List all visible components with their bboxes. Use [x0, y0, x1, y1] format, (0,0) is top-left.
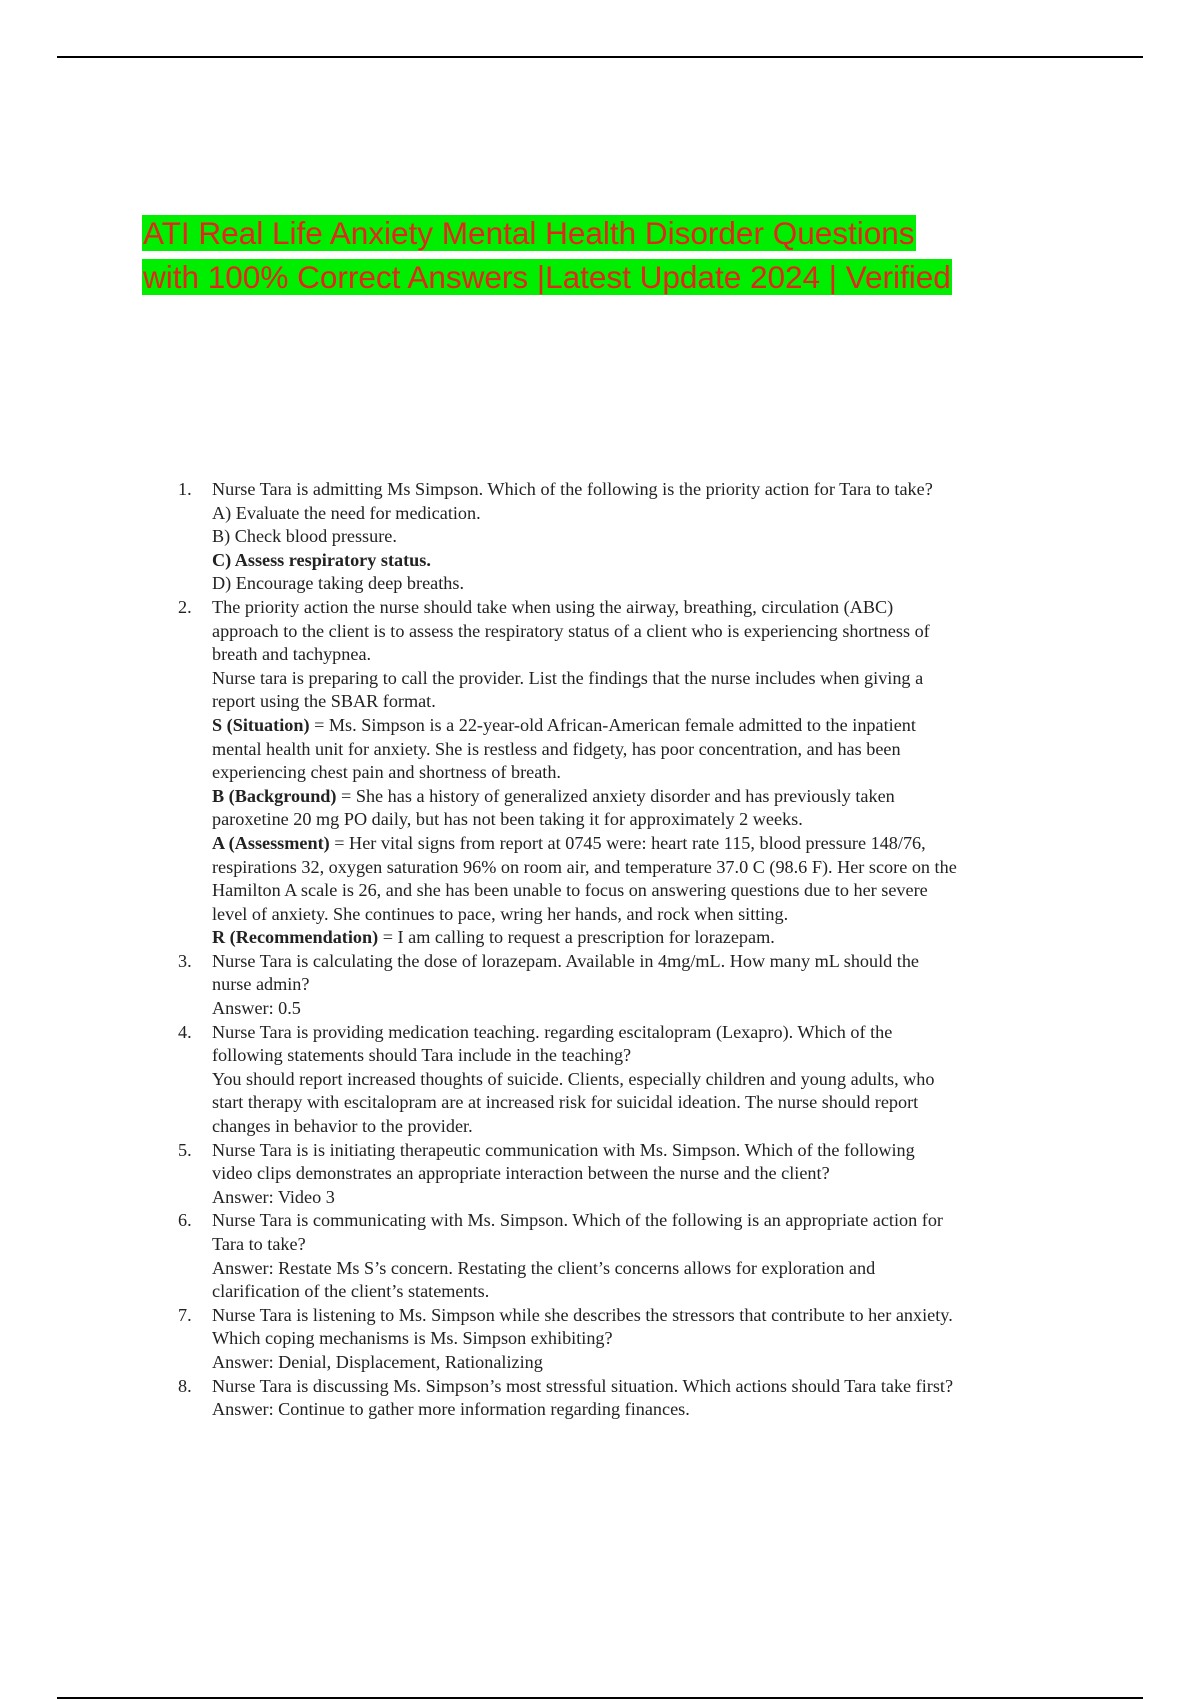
- answer-text: Answer: Denial, Displacement, Rationalizing: [212, 1351, 543, 1372]
- question-text: The priority action the nurse should take when using the airway, breathing, circulation (ABC): [212, 596, 894, 617]
- question-number: 3.: [178, 950, 192, 971]
- sbar-background-label: B (Background): [212, 785, 337, 806]
- answer-text: clarification of the client’s statements.: [212, 1281, 490, 1302]
- sbar-recommendation-text: = I am calling to request a prescription for lorazepam.: [378, 927, 775, 948]
- sbar-situation-label: S (Situation): [212, 714, 310, 735]
- question-2: [178, 596, 1078, 950]
- question-text: Nurse Tara is discussing Ms. Simpson’s most stressful situation. Which actions should Tara take first?: [212, 1375, 954, 1396]
- sbar-background-text: = She has a history of generalized anxiety disorder and has previously taken: [336, 785, 895, 806]
- sbar-background-text: paroxetine 20 mg PO daily, but has not been taking it for approximately 2 weeks.: [212, 809, 803, 830]
- question-text: Nurse Tara is communicating with Ms. Simpson. Which of the following is an appropriate action for: [212, 1210, 943, 1231]
- sbar-situation-text: mental health unit for anxiety. She is restless and fidgety, has poor concentration, and has been: [212, 738, 901, 759]
- document-title: [142, 211, 1102, 299]
- question-number: 5.: [178, 1139, 192, 1160]
- sbar-situation-text: = Ms. Simpson is a 22-year-old African-American female admitted to the inpatient: [309, 714, 916, 735]
- top-rule: [57, 56, 1143, 58]
- question-4: [178, 1021, 1078, 1139]
- question-number: 1.: [178, 479, 192, 499]
- sbar-assessment-text: = Her vital signs from report at 0745 were: heart rate 115, blood pressure 148/76,: [329, 832, 926, 853]
- option-a: A) Evaluate the need for medication.: [212, 502, 481, 523]
- option-d: D) Encourage taking deep breaths.: [212, 573, 464, 594]
- title-line-2: with 100% Correct Answers |Latest Update 2024 | Verified: [143, 259, 951, 295]
- question-1: [178, 478, 1078, 596]
- question-text: breath and tachypnea.: [212, 644, 372, 665]
- question-number: 8.: [178, 1375, 192, 1396]
- sbar-assessment-text: level of anxiety. She continues to pace, wring her hands, and rock when sitting.: [212, 903, 789, 924]
- question-text: nurse admin?: [212, 974, 310, 995]
- question-text: Nurse tara is preparing to call the provider. List the findings that the nurse includes when giving a: [212, 667, 924, 688]
- question-text: Nurse Tara is admitting Ms Simpson. Which of the following is the priority action for Tara to take?: [212, 479, 933, 499]
- sbar-assessment-text: Hamilton A scale is 26, and she has been unable to focus on answering questions due to her severe: [212, 880, 928, 901]
- question-6: [178, 1209, 1078, 1303]
- title-line-1: ATI Real Life Anxiety Mental Health Disorder Questions: [143, 215, 915, 251]
- answer-text: Answer: 0.5: [212, 998, 301, 1019]
- question-number: 6.: [178, 1210, 192, 1231]
- question-text: following statements should Tara include in the teaching?: [212, 1045, 632, 1066]
- option-c-correct: C) Assess respiratory status.: [212, 549, 431, 570]
- question-number: 7.: [178, 1304, 192, 1325]
- question-text: video clips demonstrates an appropriate interaction between the nurse and the client?: [212, 1163, 830, 1184]
- question-7: [178, 1304, 1078, 1375]
- answer-text: Answer: Continue to gather more information regarding finances.: [212, 1399, 690, 1420]
- bottom-rule: [57, 1697, 1143, 1699]
- sbar-situation: [212, 714, 1078, 738]
- question-text: Tara to take?: [212, 1234, 306, 1254]
- sbar-situation-text: experiencing chest pain and shortness of breath.: [212, 762, 561, 783]
- answer-text: You should report increased thoughts of suicide. Clients, especially children and young adults, who: [212, 1068, 935, 1089]
- answer-text: Answer: Video 3: [212, 1186, 335, 1207]
- answer-text: start therapy with escitalopram are at increased risk for suicidal ideation. The nurse should report: [212, 1092, 919, 1113]
- sbar-recommendation-label: R (Recommendation): [212, 927, 379, 948]
- sbar-recommendation: [212, 926, 1078, 950]
- question-text: Nurse Tara is is initiating therapeutic communication with Ms. Simpson. Which of the following: [212, 1139, 915, 1160]
- sbar-assessment: [212, 832, 1078, 856]
- question-text: Nurse Tara is listening to Ms. Simpson while she describes the stressors that contribute to her anxiety.: [212, 1304, 953, 1325]
- question-5: [178, 1139, 1078, 1210]
- question-text: approach to the client is to assess the respiratory status of a client who is experiencing shortness of: [212, 620, 930, 641]
- question-3: [178, 950, 1078, 1021]
- question-text: Nurse Tara is providing medication teaching. regarding escitalopram (Lexapro). Which of the: [212, 1021, 893, 1042]
- sbar-assessment-label: A (Assessment): [212, 832, 330, 853]
- question-8: [178, 1375, 1078, 1422]
- question-number: 4.: [178, 1021, 192, 1042]
- question-text: report using the SBAR format.: [212, 691, 436, 712]
- question-list: [178, 478, 1078, 1422]
- question-text: Nurse Tara is calculating the dose of lorazepam. Available in 4mg/mL. How many mL should the: [212, 950, 920, 971]
- sbar-background: [212, 785, 1078, 809]
- question-number: 2.: [178, 596, 192, 617]
- sbar-assessment-text: respirations 32, oxygen saturation 96% on room air, and temperature 37.0 C (98.6 F). Her score on the: [212, 856, 957, 877]
- answer-text: changes in behavior to the provider.: [212, 1116, 473, 1137]
- question-text: Which coping mechanisms is Ms. Simpson exhibiting?: [212, 1328, 613, 1349]
- option-b: B) Check blood pressure.: [212, 526, 397, 547]
- answer-text: Answer: Restate Ms S’s concern. Restating the client’s concerns allows for exploration and: [212, 1257, 876, 1278]
